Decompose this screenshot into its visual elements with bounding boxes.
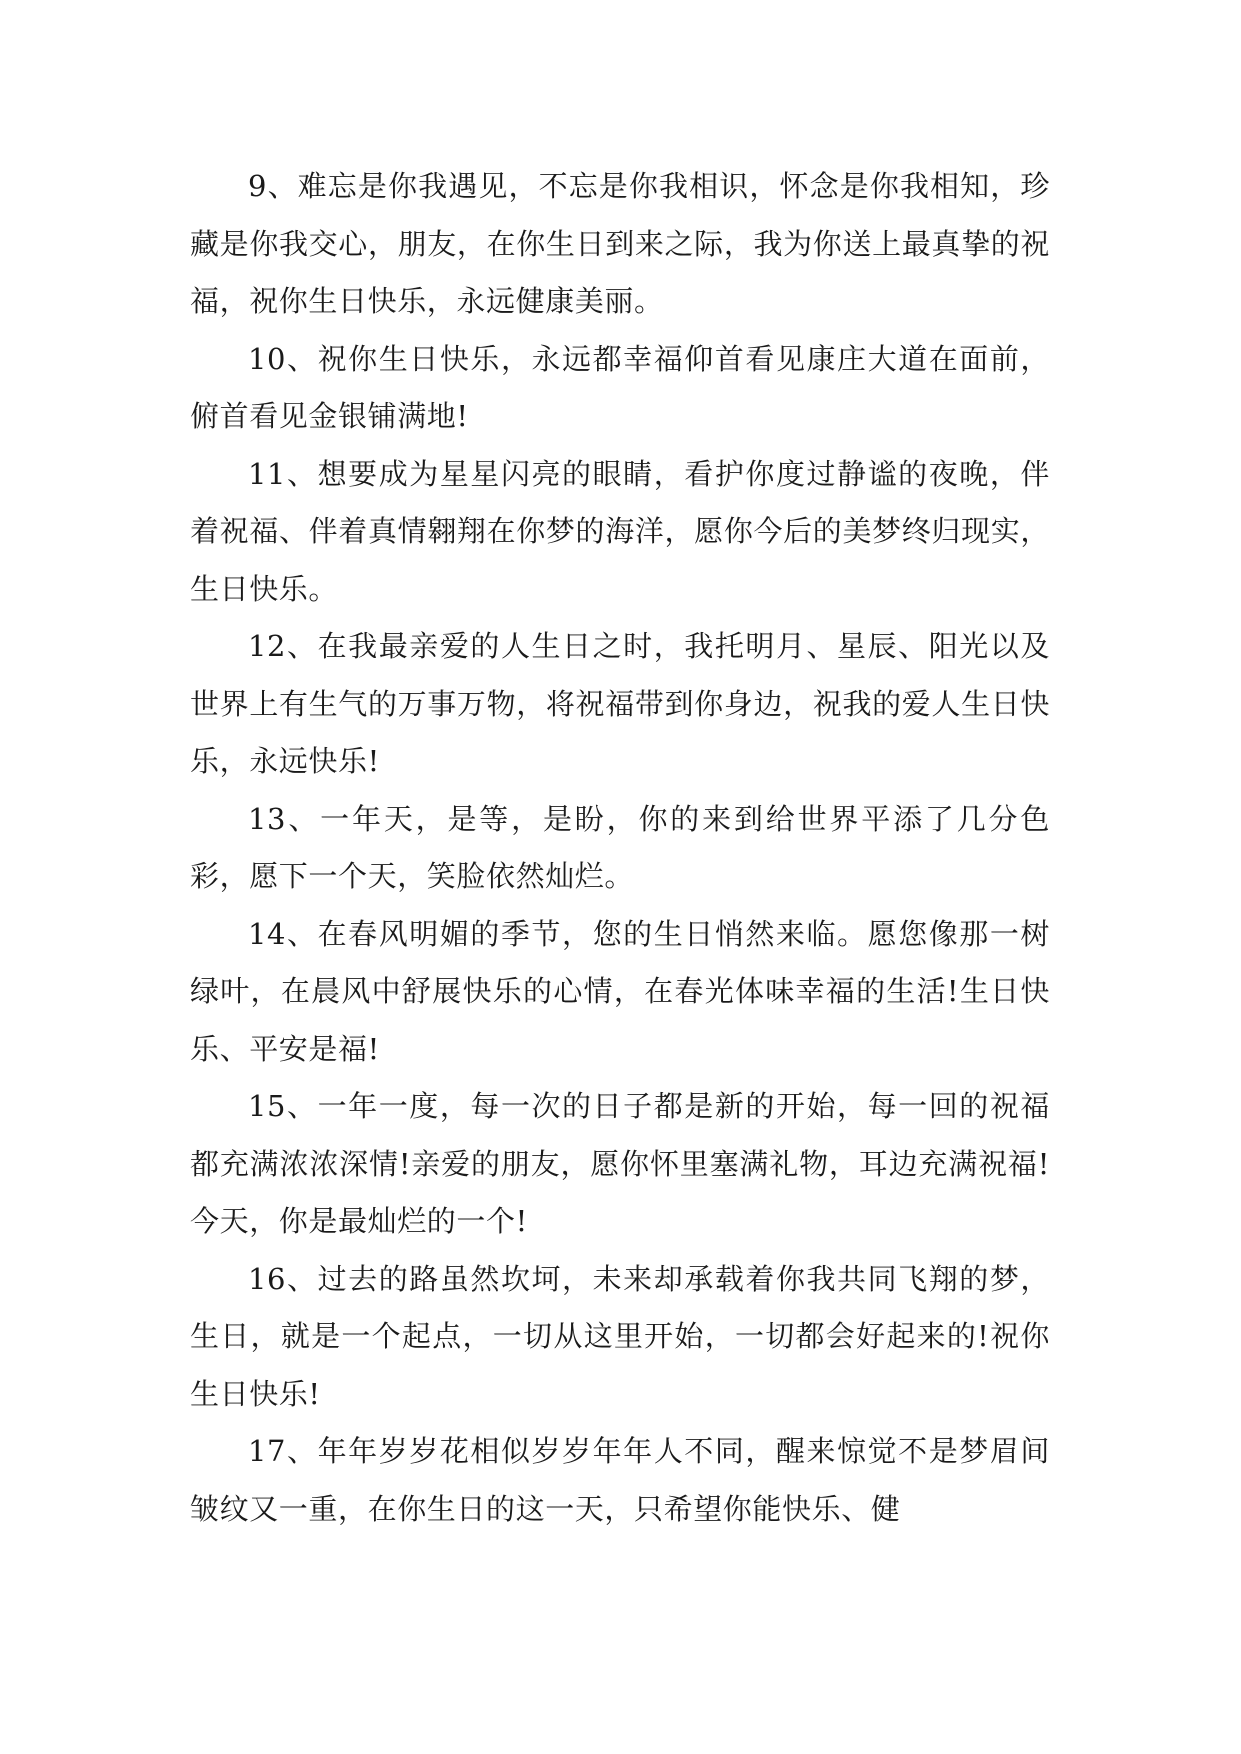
paragraph-10: 10、祝你生日快乐，永远都幸福仰首看见康庄大道在面前，俯首看见金银铺满地! bbox=[190, 341, 1050, 433]
paragraph-14: 14、在春风明媚的季节，您的生日悄然来临。愿您像那一树绿叶，在晨风中舒展快乐的心情，在春光体味幸福的生活!生日快乐、平安是福! bbox=[190, 916, 1050, 1066]
paragraph-15: 15、一年一度，每一次的日子都是新的开始，每一回的祝福都充满浓浓深情!亲爱的朋友，愿你怀里塞满礼物，耳边充满祝福!今天，你是最灿烂的一个! bbox=[190, 1089, 1050, 1238]
paragraph-17: 17、年年岁岁花相似岁岁年年人不同，醒来惊觉不是梦眉间皱纹又一重，在你生日的这一天，只希望你能快乐、健 bbox=[190, 1434, 1050, 1526]
document-body bbox=[190, 158, 1050, 1538]
paragraph-11: 11、想要成为星星闪亮的眼睛，看护你度过静谧的夜晚，伴着祝福、伴着真情翱翔在你梦的海洋，愿你今后的美梦终归现实，生日快乐。 bbox=[190, 456, 1050, 606]
paragraph-12: 12、在我最亲爱的人生日之时，我托明月、星辰、阳光以及世界上有生气的万事万物，将祝福带到你身边，祝我的爱人生日快乐，永远快乐! bbox=[190, 629, 1050, 778]
paragraph-13: 13、一年天，是等，是盼，你的来到给世界平添了几分色彩，愿下一个天，笑脸依然灿烂。 bbox=[190, 801, 1050, 893]
paragraph-9: 9、难忘是你我遇见，不忘是你我相识，怀念是你我相知，珍藏是你我交心，朋友，在你生日到来之际，我为你送上最真挚的祝福，祝你生日快乐，永远健康美丽。 bbox=[190, 169, 1050, 318]
paragraph-16: 16、过去的路虽然坎坷，未来却承载着你我共同飞翔的梦，生日，就是一个起点，一切从这里开始，一切都会好起来的!祝你生日快乐! bbox=[190, 1261, 1050, 1411]
